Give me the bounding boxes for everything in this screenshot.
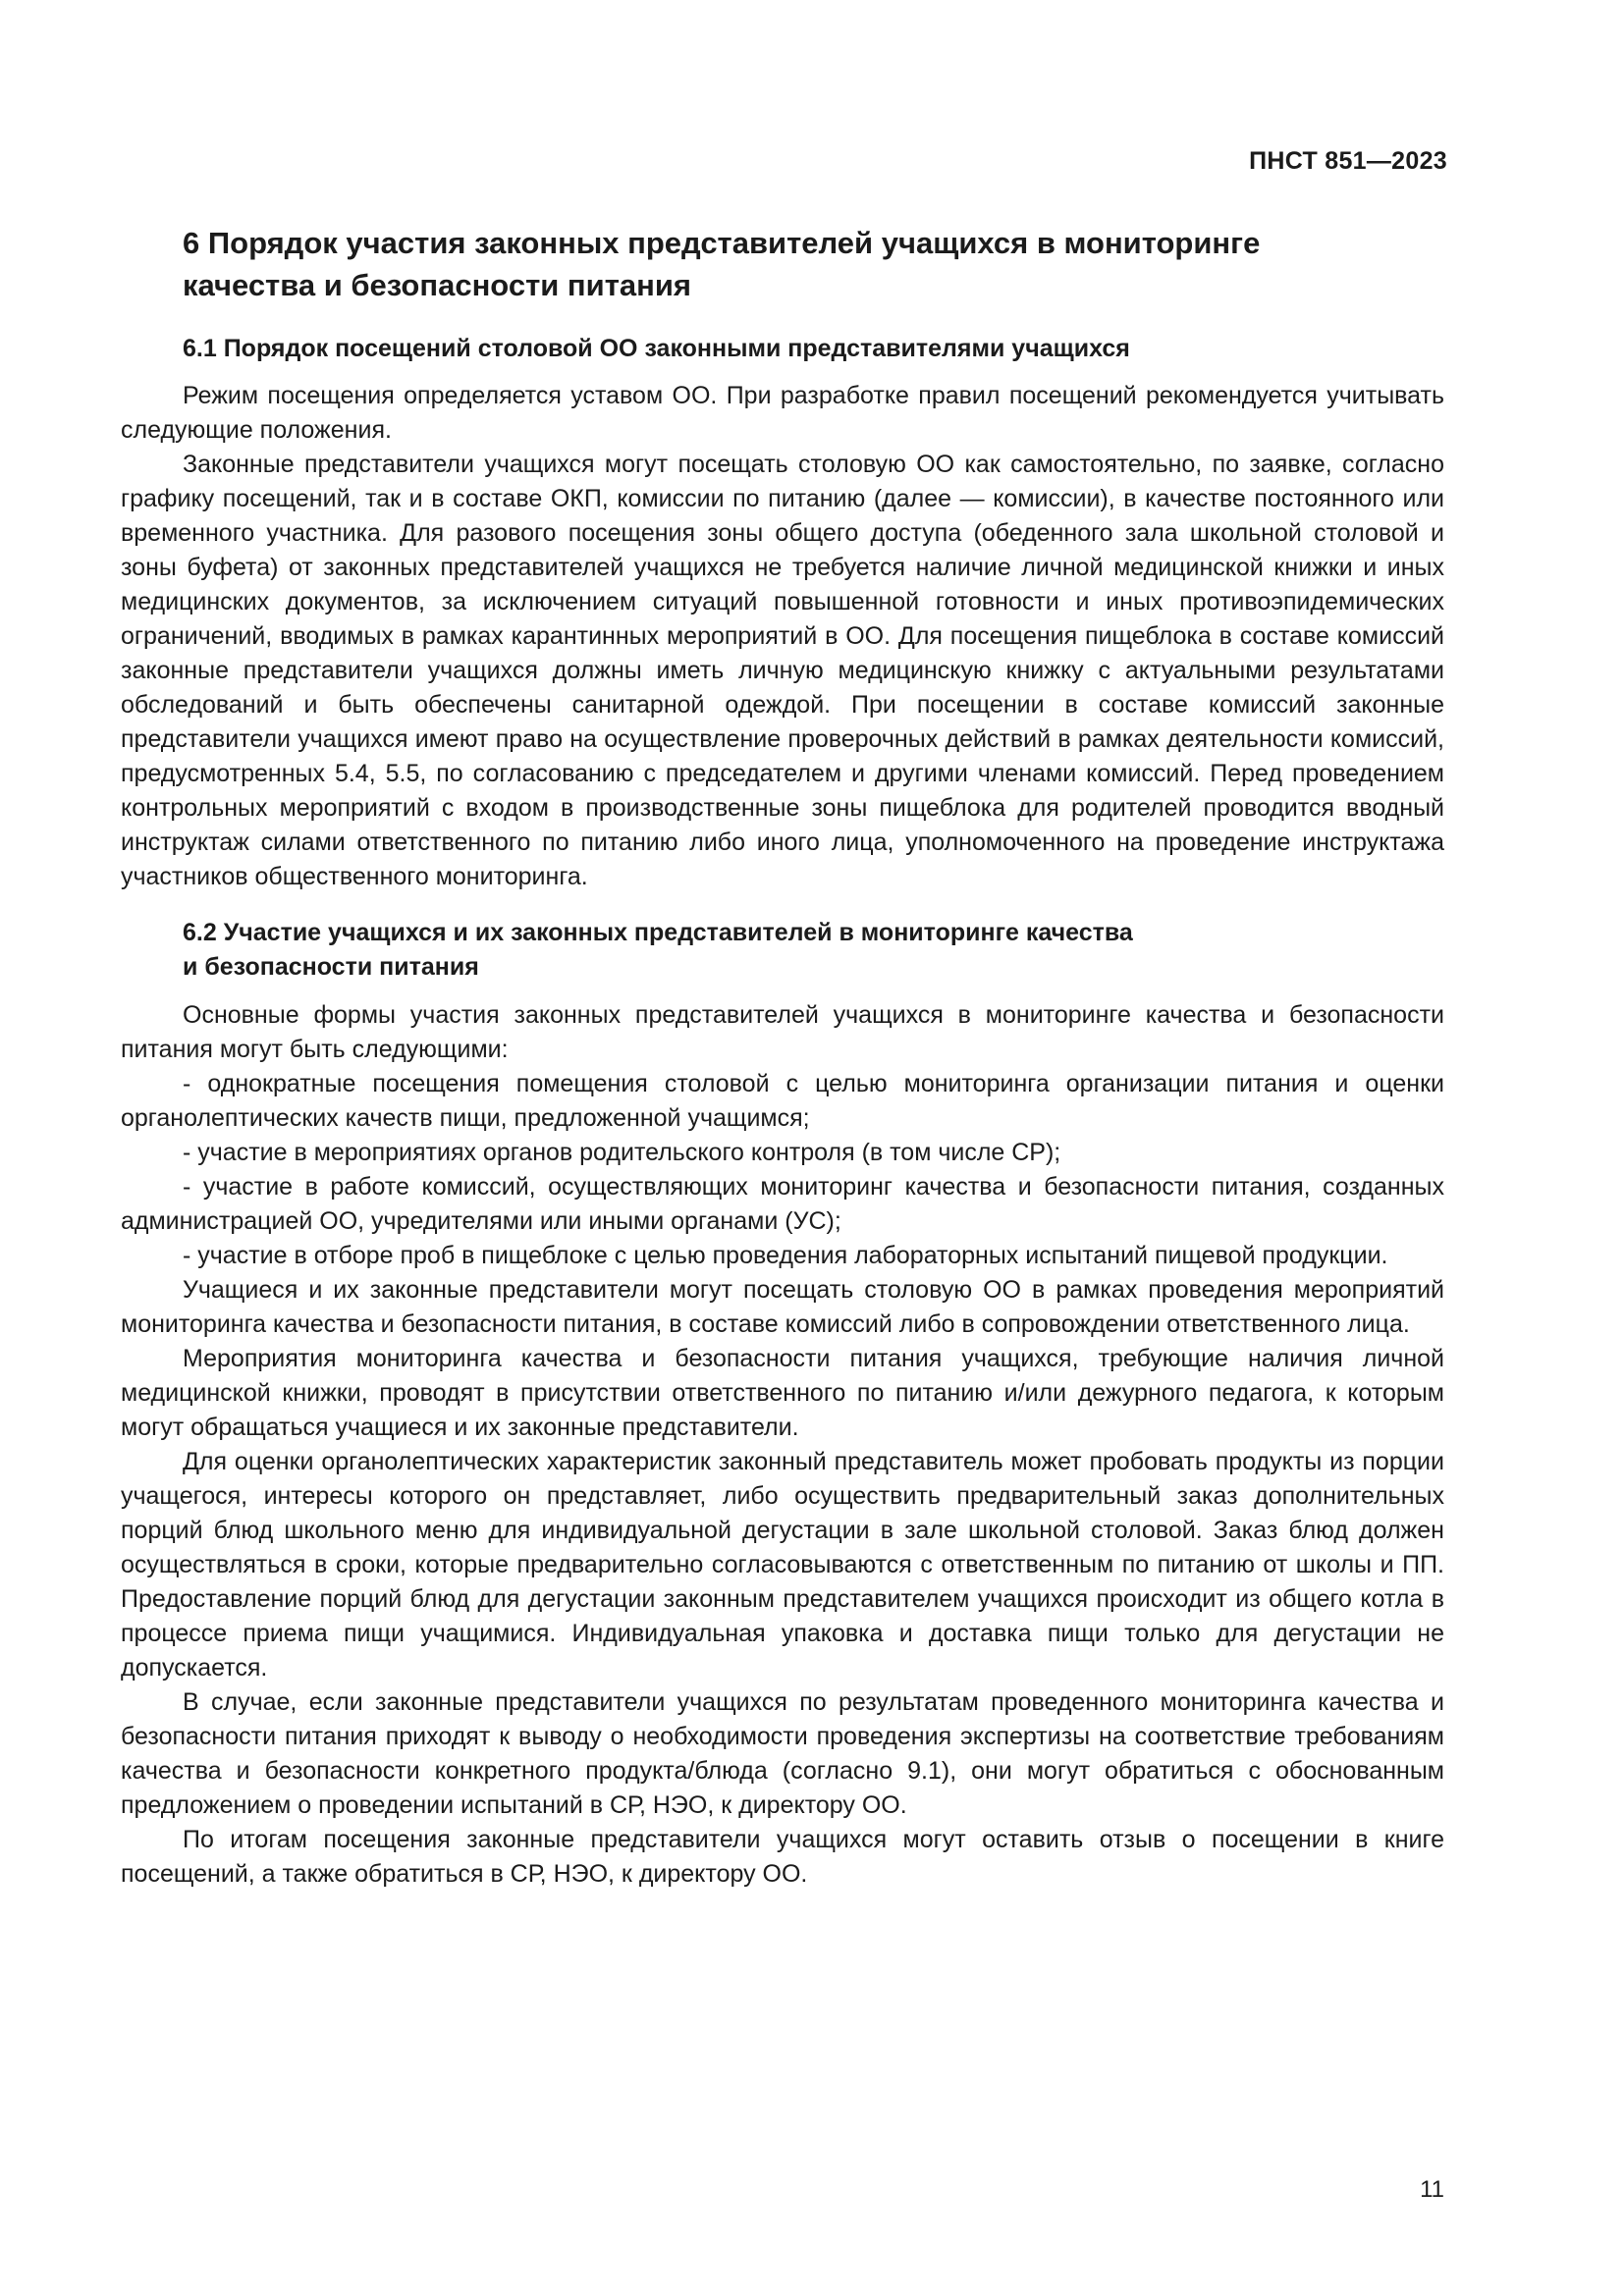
list-item: - участие в мероприятиях органов родительского контроля (в том числе СР); (183, 1139, 1061, 1166)
list-item: - однократные посещения помещения столовой с целью мониторинга организации питания и оценки органолептических качеств пищи, предложенной учащимся; (121, 1070, 1444, 1132)
paragraph: Мероприятия мониторинга качества и безопасности питания учащихся, требующие наличия личной медицинской книжки, проводят в присутствии ответственного по питанию и/или дежурного педагога, к которым могут обращаться учащиеся и их законные представители. (121, 1345, 1444, 1441)
document-code: ПНСТ 851—2023 (1249, 147, 1447, 175)
section-6-title-line-2: качества и безопасности питания (183, 268, 691, 302)
paragraph: По итогам посещения законные представители учащихся могут оставить отзыв о посещении в книге посещений, а также обратиться в СР, НЭО, к директору ОО. (121, 1826, 1444, 1888)
paragraph: Основные формы участия законных представителей учащихся в мониторинге качества и безопасности питания могут быть следующими: (121, 1001, 1444, 1063)
paragraph: Законные представители учащихся могут посещать столовую ОО как самостоятельно, по заявке, согласно графику посещений, так и в составе ОКП, комиссии по питанию (далее — комиссии), в качестве постоянного или временного участника. Для разового посещения зоны общего доступа (обеденного зала школьной столовой и зоны буфета) от законных представителей учащихся не требуется наличие личной медицинской книжки и иных медицинских документов, за исключением ситуаций повышенной готовности и иных противоэпидемических ограничений, вводимых в рамках карантинных мероприятий в ОО. Для посещения пищеблока в составе комиссий законные представители учащихся должны иметь личную медицинскую книжку с актуальными результатами обследований и быть обеспечены санитарной одеждой. При посещении в составе комиссий законные представители учащихся имеют право на осуществление проверочных действий в рамках деятельности комиссий, предусмотренных 5.4, 5.5, по согласованию с председателем и другими членами комиссий. Перед проведением контрольных мероприятий с входом в производственные зоны пищеблока для родителей проводится вводный инструктаж силами ответственного по питанию либо иного лица, уполномоченного на проведение инструктажа участников общественного мониторинга. (121, 451, 1444, 890)
list-item: - участие в работе комиссий, осуществляющих мониторинг качества и безопасности питания, созданных администрацией ОО, учредителями или иными органами (УС); (121, 1173, 1444, 1235)
subsection-6-2-title-line-1: 6.2 Участие учащихся и их законных представителей в мониторинге качества (183, 919, 1133, 946)
paragraph: Режим посещения определяется уставом ОО. При разработке правил посещений рекомендуется учитывать следующие положения. (121, 382, 1444, 444)
subsection-6-2-title (183, 916, 1444, 985)
paragraph: Для оценки органолептических характеристик законный представитель может пробовать продукты из порции учащегося, интересы которого он представляет, либо осуществить предварительный заказ дополнительных порций блюд школьного меню для индивидуальной дегустации в зале школьной столовой. Заказ блюд должен осуществляться в сроки, которые предварительно согласовываются с ответственным по питанию от школы и ПП. Предоставление порций блюд для дегустации законным представителем учащихся происходит из общего котла в процессе приема пищи учащимися. Индивидуальная упаковка и доставка пищи только для дегустации не допускается. (121, 1448, 1444, 1682)
page-number: 11 (1420, 2176, 1444, 2203)
subsection-6-1-title: 6.1 Порядок посещений столовой ОО законными представителями учащихся (183, 335, 1130, 362)
subsection-6-2-title-line-2: и безопасности питания (183, 953, 479, 981)
paragraph: Учащиеся и их законные представители могут посещать столовую ОО в рамках проведения мероприятий мониторинга качества и безопасности питания, в составе комиссий либо в сопровождении ответственного лица. (121, 1276, 1444, 1338)
page-content (121, 222, 1444, 1892)
section-6-title (183, 222, 1444, 306)
list-item: - участие в отборе проб в пищеблоке с целью проведения лабораторных испытаний пищевой продукции. (183, 1242, 1388, 1269)
section-6-title-line-1: 6 Порядок участия законных представителей учащихся в мониторинге (183, 226, 1261, 260)
paragraph: В случае, если законные представители учащихся по результатам проведенного мониторинга качества и безопасности питания приходят к выводу о необходимости проведения экспертизы на соответствие требованиям качества и безопасности конкретного продукта/блюда (согласно 9.1), они могут обратиться с обоснованным предложением о проведении испытаний в СР, НЭО, к директору ОО. (121, 1688, 1444, 1819)
